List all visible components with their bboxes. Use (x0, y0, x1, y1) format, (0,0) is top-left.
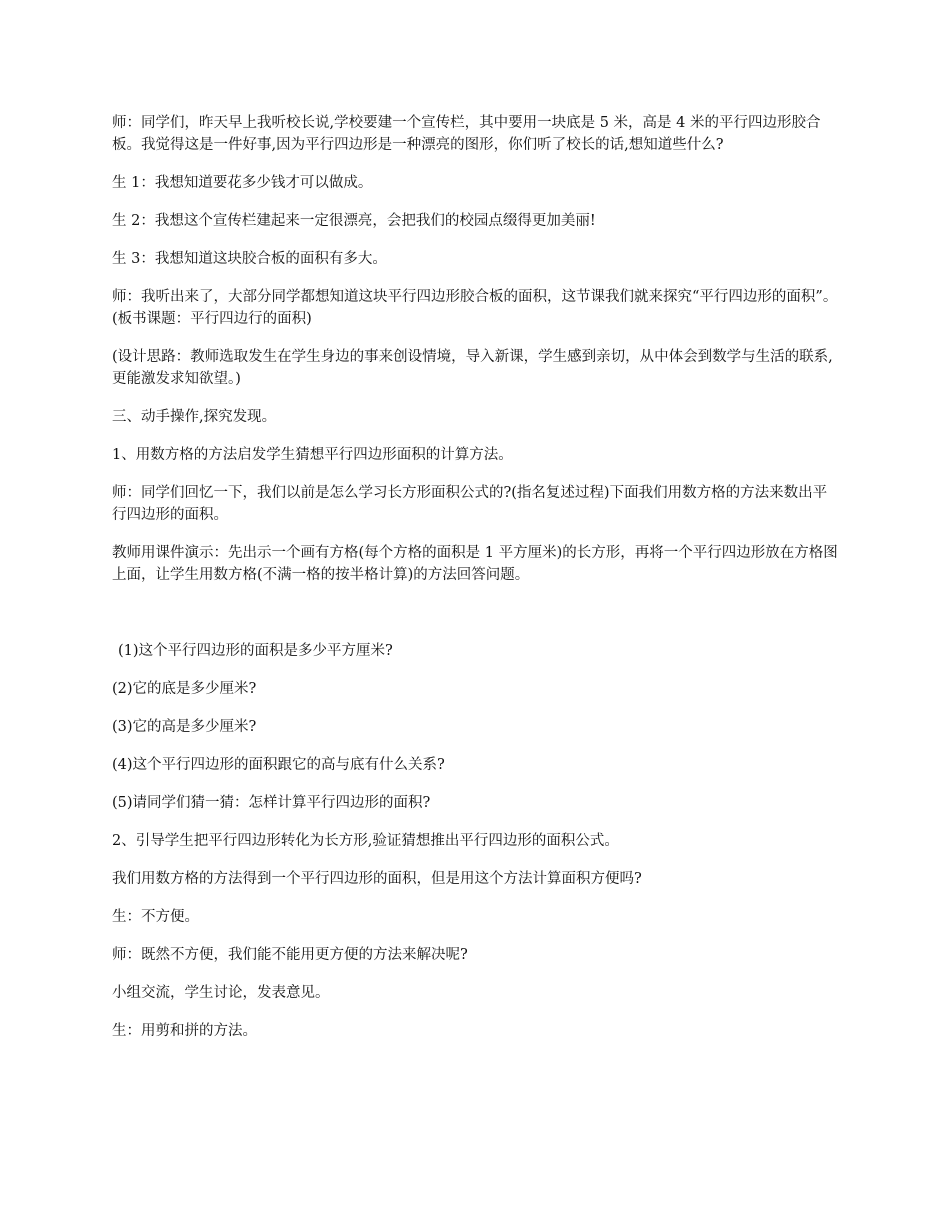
document-page (112, 112, 838, 1058)
question-1: (1)这个平行四边形的面积是多少平方厘米? (118, 643, 393, 659)
section-heading-3: 三、动手操作,探究发现。 (112, 409, 277, 425)
question-2: (2)它的底是多少厘米? (112, 681, 257, 697)
question-5: (5)请同学们猜一猜：怎样计算平行四边形的面积? (112, 795, 431, 811)
paragraph-group-discussion: 小组交流，学生讨论，发表意见。 (112, 985, 330, 1001)
paragraph-teacher-recall: 师：同学们回忆一下，我们以前是怎么学习长方形面积公式的?(指名复述过程)下面我们用数方格的方法来数出平行四边形的面积。 (112, 485, 828, 523)
paragraph-teacher-prompt: 师：既然不方便，我们能不能用更方便的方法来解决呢? (112, 947, 468, 963)
step-heading-2: 2、引导学生把平行四边形转化为长方形,验证猜想推出平行四边形的面积公式。 (112, 833, 619, 849)
paragraph-method-question: 我们用数方格的方法得到一个平行四边形的面积，但是用这个方法计算面积方便吗? (112, 871, 642, 887)
paragraph-student-method: 生：用剪和拼的方法。 (112, 1023, 257, 1039)
paragraph-student-2: 生 2：我想这个宣传栏建起来一定很漂亮，会把我们的校园点缀得更加美丽! (112, 213, 596, 229)
paragraph-student-answer: 生：不方便。 (112, 909, 199, 925)
step-heading-1: 1、用数方格的方法启发学生猜想平行四边形面积的计算方法。 (112, 447, 513, 463)
question-4: (4)这个平行四边形的面积跟它的高与底有什么关系? (112, 757, 445, 773)
paragraph-courseware-demo: 教师用课件演示：先出示一个画有方格(每个方格的面积是 1 平方厘米)的长方形，再将一个平行四边形放在方格图上面，让学生用数方格(不满一格的按半格计算)的方法回答问题。 (112, 545, 838, 583)
question-3: (3)它的高是多少厘米? (112, 719, 257, 735)
paragraph-teacher-topic: 师：我听出来了，大部分同学都想知道这块平行四边形胶合板的面积，这节课我们就来探究“平行四边形的面积”。(板书课题：平行四边行的面积) (112, 289, 838, 327)
blank-space (112, 602, 838, 640)
paragraph-student-3: 生 3：我想知道这块胶合板的面积有多大。 (112, 251, 387, 267)
paragraph-student-1: 生 1：我想知道要花多少钱才可以做成。 (112, 175, 373, 191)
paragraph-design-note: (设计思路：教师选取发生在学生身边的事来创设情境，导入新课，学生感到亲切，从中体会到数学与生活的联系,更能激发求知欲望。) (112, 349, 833, 387)
paragraph-teacher-intro: 师：同学们，昨天早上我听校长说,学校要建一个宣传栏，其中要用一块底是 5 米，高是 4 米的平行四边形胶合板。我觉得这是一件好事,因为平行四边形是一种漂亮的图形，你们听了校长的话,想知道些什么? (112, 115, 821, 153)
